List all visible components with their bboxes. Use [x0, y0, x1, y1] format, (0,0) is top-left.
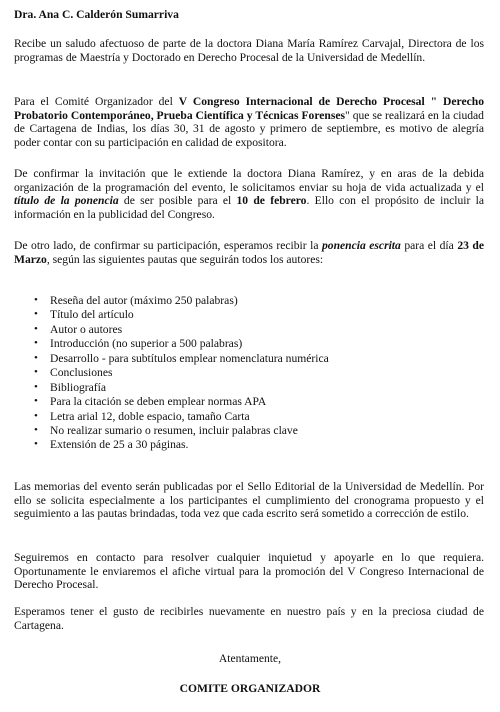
list-item: • Letra arial 12, doble espacio, tamaño Carta	[34, 410, 329, 424]
p3-text-c: . Ello con el propósito de incluir la información en la publicidad del Congreso.	[14, 194, 484, 221]
paragraph-farewell: Esperamos tener el gusto de recibirles nuevamente en nuestro país y en la preciosa ciudad de Cartagena.	[14, 605, 484, 632]
list-item: • Para la citación se deben emplear normas APA	[34, 395, 329, 409]
closing-line: Atentamente,	[218, 652, 282, 665]
list-item: • No realizar sumario o resumen, incluir palabras clave	[34, 424, 329, 438]
paragraph-paper-request	[14, 239, 484, 266]
list-item: • Reseña del autor (máximo 250 palabras)	[34, 294, 329, 308]
paragraph-publication: Las memorias del evento serán publicadas por el Sello Editorial de la Universidad de Medellín. Por ello se solicita especialmente a los participantes el cumplimiento del cronograma propuesto y el seguimiento a las pautas brindadas, toda vez que cada escrito será sometido a corrección de estilo.	[14, 480, 484, 521]
paragraph-cv-request	[14, 167, 484, 221]
paragraph-contact: Seguiremos en contacto para resolver cualquier inquietud y apoyarle en lo que requiera. Oportunamente le enviaremos el afiche virtual para la promoción del V Congreso Internacional de Derecho Procesal.	[14, 551, 484, 592]
signature-committee: COMITE ORGANIZADOR	[179, 682, 321, 695]
talk-title-emphasis: título de la ponencia	[14, 194, 119, 208]
event-name: V Congreso Internacional de Derecho Procesal " Derecho Probatorio Contemporáneo, Prueba Científica y Técnicas Forenses	[14, 95, 484, 122]
paper-deadline: 23 de Marzo	[14, 239, 484, 266]
p2-text-b: " que se realizará en la ciudad de Cartagena de Indias, los días 30, 31 de agosto y primero de septiembre, es motivo de alegría poder contar con su participación en calidad de expositora.	[14, 108, 484, 149]
list-item: • Título del artículo	[34, 308, 329, 322]
cv-deadline: 10 de febrero	[236, 194, 307, 208]
recipient-salutation: Dra. Ana C. Calderón Sumarriva	[14, 8, 179, 21]
list-item: • Introducción (no superior a 500 palabras)	[34, 337, 329, 351]
list-item: • Bibliografía	[34, 381, 329, 395]
paragraph-greeting: Recibe un saludo afectuoso de parte de la doctora Diana María Ramírez Carvajal, Directora de los programas de Maestría y Doctorado en Derecho Procesal de la Universidad de Medellín.	[14, 37, 484, 64]
list-item: • Autor o autores	[34, 323, 329, 337]
p3-text-a: De confirmar la invitación que le extiende la doctora Diana Ramírez, y en aras de la debida organización de la programación del evento, le solicitamos enviar su hoja de vida actualizada y el	[14, 167, 484, 194]
p4-text-b: para el día	[400, 239, 458, 252]
list-item: • Conclusiones	[34, 366, 329, 380]
list-item: • Extensión de 25 a 30 páginas.	[34, 438, 329, 452]
paragraph-event-invitation	[14, 95, 484, 149]
p4-text-c: , según las siguientes pautas que seguirán todos los autores:	[46, 252, 324, 266]
p3-text-b: de ser posible para el	[118, 194, 237, 208]
list-item: • Desarrollo - para subtítulos emplear nomenclatura numérica	[34, 352, 329, 366]
p4-text-a: De otro lado, de confirmar su participación, esperamos recibir la	[14, 239, 322, 252]
p2-text-a: Para el Comité Organizador del	[14, 95, 179, 108]
written-paper-emphasis: ponencia escrita	[321, 239, 401, 252]
author-guidelines-list	[34, 294, 329, 453]
